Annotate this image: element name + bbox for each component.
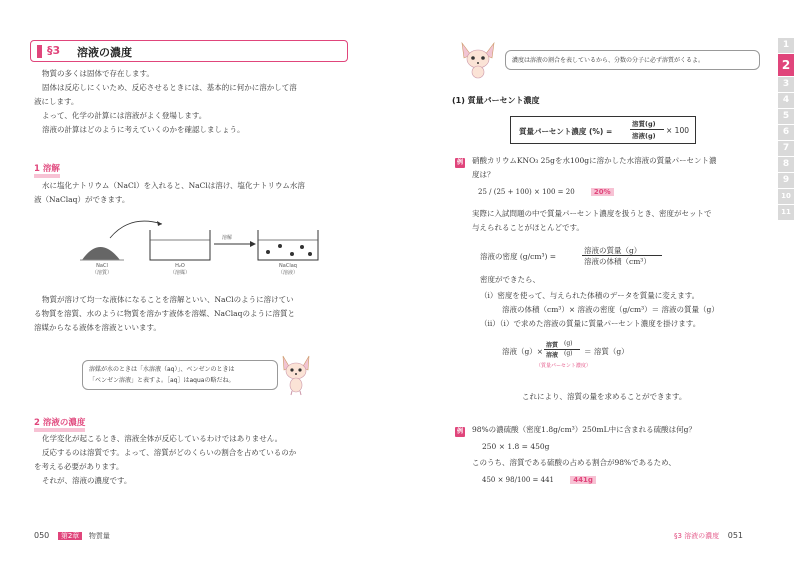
- density-intro-line: 実際に入試問題の中で質量パーセント濃度を扱うとき、密度がセットで: [472, 209, 712, 218]
- example1-calc: [478, 188, 614, 196]
- section-heading-bar: [37, 45, 42, 58]
- note-line: 「ベンゼン溶液」と表すよ。［aq］はaquaの略だね。: [89, 377, 235, 384]
- intro-paragraph: [34, 67, 354, 137]
- solute-label: NaCl （溶質）: [91, 263, 112, 276]
- chapter-tabs: [778, 38, 794, 221]
- chapter-tab[interactable]: 11: [778, 205, 794, 220]
- solvent-label: H₂O （溶媒）: [169, 263, 190, 276]
- example2-icon: 例: [456, 428, 463, 435]
- section-number: §3: [47, 44, 61, 57]
- chapter-tab[interactable]: 8: [778, 157, 794, 172]
- formula-lhs: 質量パーセント濃度 (%) =: [519, 127, 613, 136]
- step2-formula-num: 溶質: [546, 342, 559, 349]
- example1-calc-text: 25 / (25 + 100) × 100 = 20: [478, 188, 575, 196]
- intro-line: 物質の多くは固体で存在します。: [42, 69, 154, 78]
- intro-line: 溶液の計算はどのように考えていくのかを確認しましょう。: [42, 125, 245, 134]
- step2-formula-caption: （質量パーセント濃度）: [536, 363, 591, 369]
- example1-line: 硝酸カリウムKNO₃ 25gを水100gに溶かした水溶液の質量パーセント濃: [472, 156, 717, 165]
- density-formula-lhs: 溶液の密度 (g/cm³) =: [480, 252, 557, 261]
- example2-answer: 441g: [570, 476, 596, 484]
- step-line: （ⅱ）（ⅰ）で求めた溶液の質量に質量パーセント濃度を掛けます。: [480, 319, 701, 328]
- mass-percent-heading: (1) 質量パーセント濃度: [452, 96, 540, 105]
- density-intro: [472, 207, 767, 235]
- chapter-tab-active[interactable]: 2: [778, 54, 794, 76]
- example1-icon: 例: [456, 159, 463, 166]
- top-note-box: 濃度は溶液の割合を表しているから、分数の分子に必ず溶質がくるよ。: [505, 50, 760, 70]
- intro-line: 液にします。: [34, 97, 79, 106]
- concentration-line: 化学変化が起こるとき、溶液全体が反応しているわけではありません。: [42, 434, 283, 443]
- chapter-tab[interactable]: 7: [778, 141, 794, 156]
- chapter-badge: 第2章: [58, 532, 82, 540]
- conclusion: これにより、溶質の量を求めることができます。: [522, 392, 687, 401]
- subheading-concentration: 2 溶液の濃度: [34, 416, 85, 432]
- dissolve-arrow-label: 溶解: [222, 235, 233, 241]
- formula-numerator: 溶質(g): [632, 120, 656, 128]
- chapter-tab[interactable]: 10: [778, 189, 794, 204]
- formula-denominator: 溶液(g): [632, 132, 656, 140]
- example2-calc2-text: 450 × 98/100 = 441: [482, 476, 554, 484]
- example1-line: 度は？: [472, 170, 495, 179]
- example2-calc2: [482, 476, 596, 484]
- example2-calc1: 250 × 1.8 = 450g: [482, 442, 550, 451]
- note-box: [82, 360, 278, 390]
- example2-text: このうち、溶質である硫酸の占める割合が98%であるため、: [472, 458, 676, 467]
- concentration-line: を考える必要があります。: [34, 462, 124, 471]
- example2-question: 98%の濃硫酸（密度1.8g/cm³）250mL中に含まれる硫酸は何g？: [472, 425, 696, 434]
- density-formula-num: 溶液の質量（g）: [584, 246, 642, 255]
- subheading-dissolution: 1 溶解: [34, 162, 60, 178]
- concentration-paragraph: [34, 432, 354, 488]
- concentration-line: それが、溶液の濃度です。: [42, 476, 132, 485]
- example1-question: [472, 154, 762, 182]
- steps: [480, 289, 770, 331]
- chapter-tab[interactable]: 9: [778, 173, 794, 188]
- step2-formula-lhs: 溶液（g）×: [502, 347, 544, 356]
- step2-formula-num-unit: (g): [564, 340, 573, 347]
- intro-line: よって、化学の計算には溶液がよく登場します。: [42, 111, 207, 120]
- intro-line: 固体は反応しにくいため、反応させるときには、基本的に何かに溶かして溶: [42, 83, 297, 92]
- chihuahua-mascot-top-icon: [458, 40, 498, 80]
- chapter-tab[interactable]: 3: [778, 77, 794, 92]
- step2-formula-den: 溶液: [546, 352, 559, 359]
- dissolution-line: 水に塩化ナトリウム（NaCl）を入れると、NaClは溶け、塩化ナトリウム水溶: [42, 181, 305, 190]
- density-intro-line: 与えられることがほとんどです。: [472, 223, 584, 232]
- footer-section: §3 溶液の濃度: [674, 532, 720, 540]
- solution-label: NaClaq （溶液）: [277, 263, 298, 276]
- right-footer: [674, 531, 743, 541]
- dissolution-paragraph: [34, 179, 354, 207]
- chapter-tab[interactable]: 5: [778, 109, 794, 124]
- example1-answer: 20%: [591, 188, 614, 196]
- section-title: 溶液の濃度: [77, 46, 132, 59]
- definition-paragraph: [34, 293, 354, 335]
- concentration-line: 反応するのは溶質です。よって、溶質がどのくらいの割合を占めているのか: [42, 448, 297, 457]
- chapter-tab[interactable]: 6: [778, 125, 794, 140]
- left-footer: [34, 531, 110, 541]
- nacl-solid-shape: [82, 247, 120, 260]
- definition-line: 物質が溶けて均一な液体になることを溶解といい、NaClのように溶けてい: [42, 295, 294, 304]
- step2-formula-den-unit: (g): [564, 350, 573, 357]
- left-page-number: 050: [34, 531, 50, 540]
- mass-percent-formula: [510, 116, 696, 144]
- note-line: 溶媒が水のときは「水溶液（aq）」、ベンゼンのときは: [89, 366, 235, 373]
- definition-line: る物質を溶質、水のように物質を溶かす液体を溶媒、NaClaqのように溶質と: [34, 309, 295, 318]
- right-page-number: 051: [727, 531, 744, 540]
- formula-rhs: × 100: [666, 126, 689, 135]
- step-line: 溶液の体積（cm³）× 溶液の密度（g/cm³）＝ 溶液の質量（g）: [502, 305, 719, 314]
- chapter-tab[interactable]: 1: [778, 38, 794, 53]
- definition-line: 溶媒からなる液体を溶液といいます。: [34, 323, 161, 332]
- add-arrow: [110, 221, 162, 238]
- step2-formula-rhs: ＝ 溶質（g）: [584, 347, 629, 356]
- chihuahua-mascot-icon: [278, 352, 314, 396]
- chapter-title: 物質量: [88, 532, 110, 540]
- chapter-tab[interactable]: 4: [778, 93, 794, 108]
- section-heading: [30, 40, 348, 62]
- density-formula-den: 溶液の体積（cm³）: [584, 257, 651, 266]
- density-given: 密度ができたら、: [480, 275, 540, 284]
- step-line: （ⅰ）密度を使って、与えられた体積のデータを質量に変えます。: [480, 291, 700, 300]
- step2-formula: [502, 340, 629, 374]
- dissolution-line: 液（NaClaq）ができます。: [34, 195, 130, 204]
